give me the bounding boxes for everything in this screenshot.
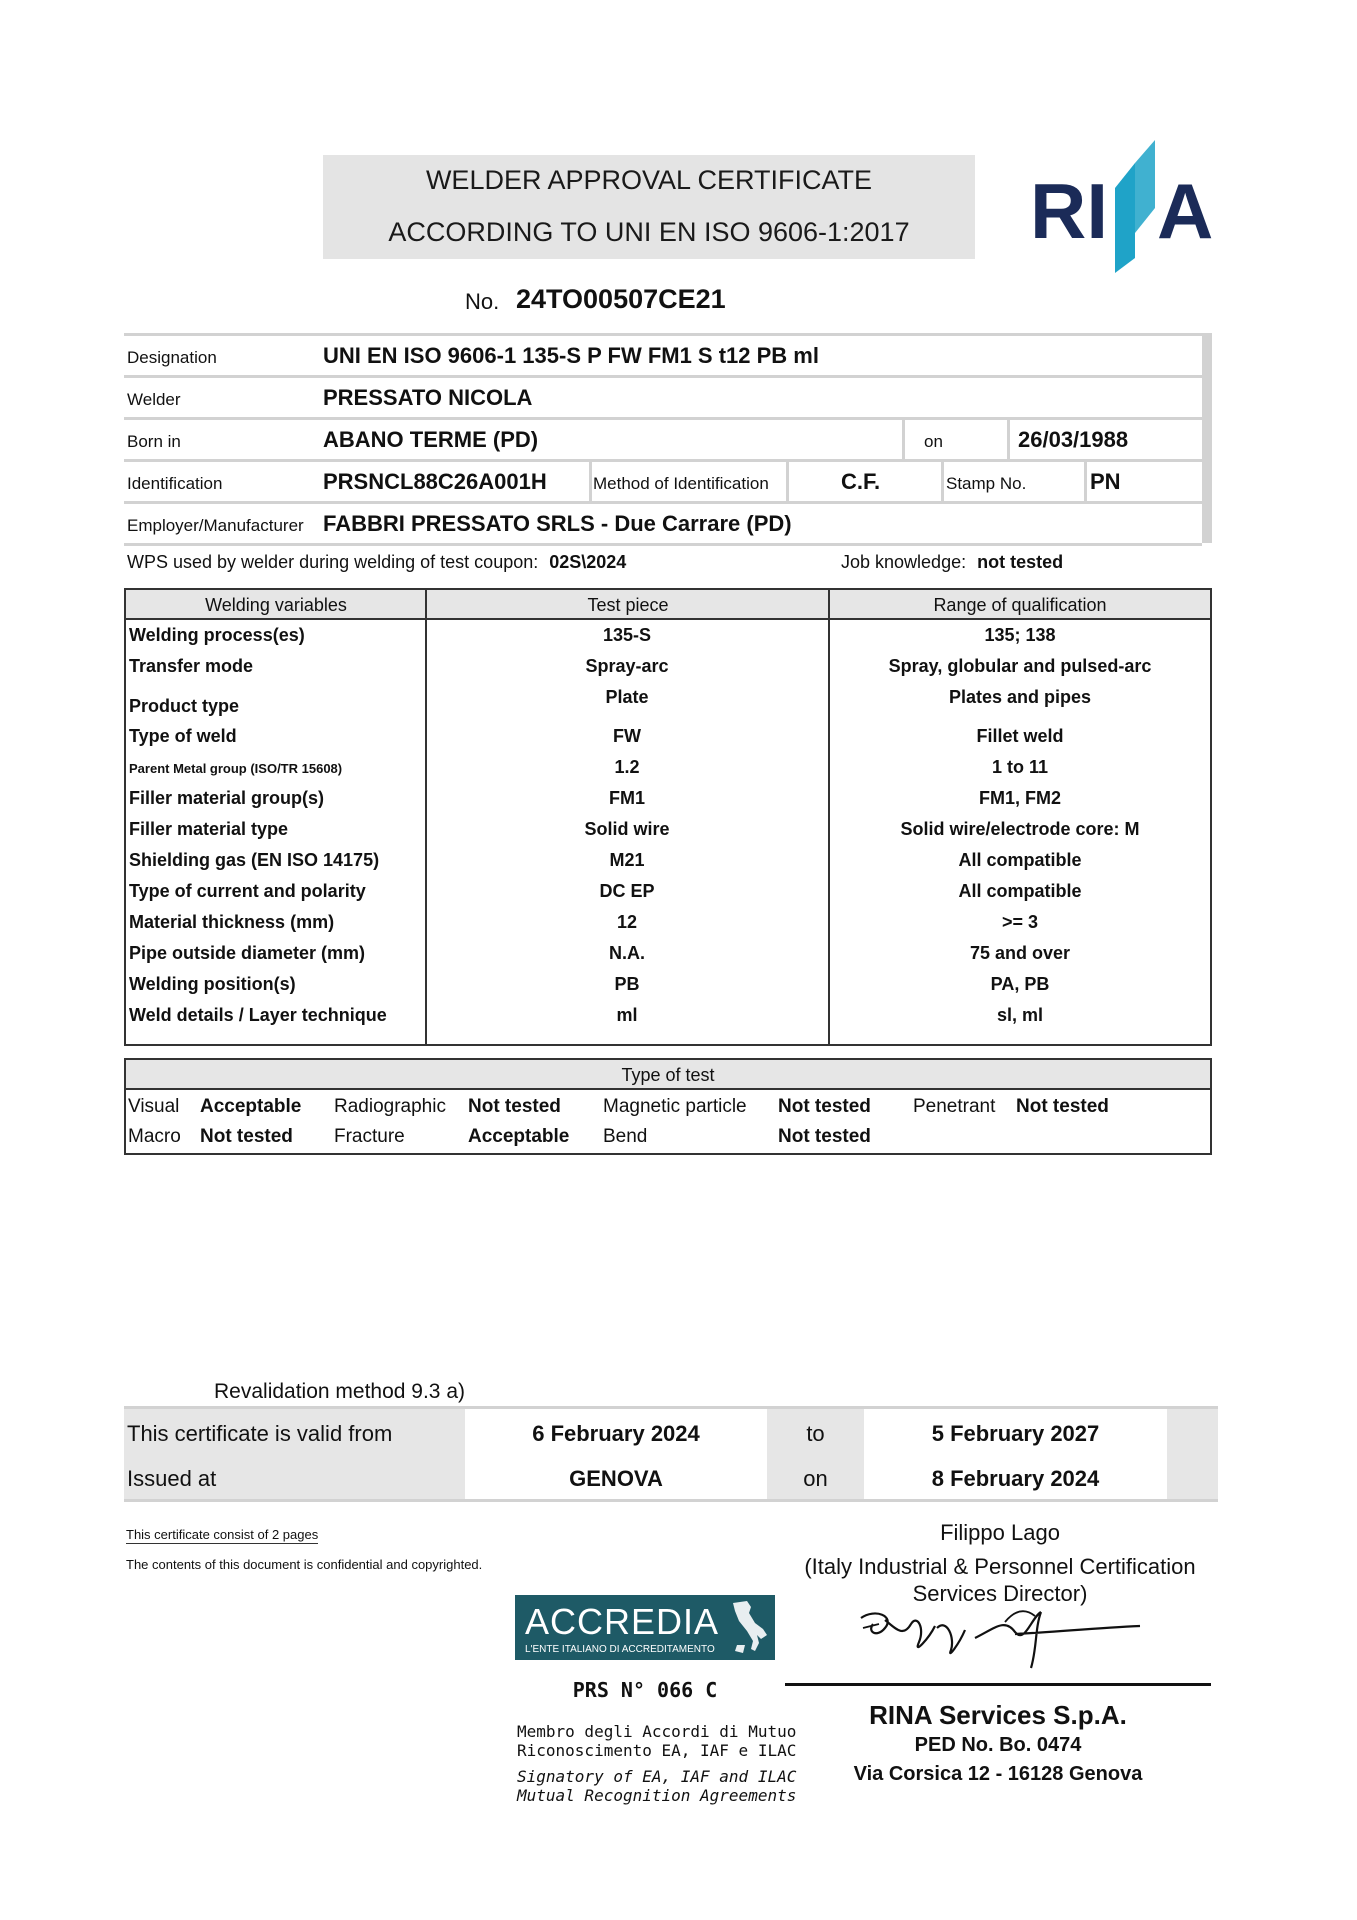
ped-number: PED No. Bo. 0474 (914, 1734, 1082, 1756)
test-piece-value: N.A. (609, 943, 645, 963)
range-value: PA, PB (990, 974, 1050, 994)
employer-label: Employer/Manufacturer (127, 516, 304, 535)
test-piece-value: Solid wire (584, 819, 670, 839)
variable-name: Type of current and polarity (129, 881, 366, 901)
identification-value: PRSNCL88C26A001H (323, 469, 547, 494)
test-piece-value: FM1 (609, 788, 645, 808)
method-label: Method of Identification (593, 474, 769, 493)
test-piece-value: Plate (605, 687, 649, 707)
stamp-label: Stamp No. (946, 474, 1027, 493)
membro-line-2: Riconoscimento EA, IAF e ILAC (517, 1741, 797, 1760)
valid-from-date: 6 February 2024 (532, 1421, 700, 1446)
variable-name: Type of weld (129, 726, 237, 746)
issued-row (124, 1454, 1218, 1502)
birth-date: 26/03/1988 (1018, 427, 1129, 452)
welder-label: Welder (127, 390, 181, 409)
svg-text:RI: RI (1030, 167, 1108, 255)
variables-row (126, 907, 1210, 938)
accredia-tagline: L'ENTE ITALIANO DI ACCREDITAMENTO (525, 1644, 715, 1655)
range-value: 75 and over (969, 943, 1071, 963)
variables-row (126, 1000, 1210, 1031)
macro-result: Not tested (200, 1126, 293, 1147)
header-welding-variables: Welding variables (205, 595, 347, 615)
svg-text:A: A (1157, 167, 1214, 255)
wps-line (127, 552, 626, 573)
variable-name: Product type (129, 696, 240, 716)
italy-map-icon (727, 1599, 771, 1657)
certificate-title-box (323, 155, 975, 259)
visual-label: Visual (128, 1096, 180, 1117)
variable-name: Pipe outside diameter (mm) (129, 943, 366, 963)
range-value: 1 to 11 (991, 757, 1049, 777)
magnetic-result: Not tested (778, 1096, 871, 1117)
header-range: Range of qualification (933, 595, 1107, 615)
issued-on-label: on (803, 1466, 828, 1491)
range-value: >= 3 (1001, 912, 1039, 932)
signature-line (785, 1683, 1211, 1686)
fracture-label: Fracture (334, 1126, 405, 1147)
method-value: C.F. (841, 469, 881, 494)
test-piece-value: DC EP (599, 881, 655, 901)
handwritten-signature (855, 1598, 1145, 1678)
header-test-piece: Test piece (587, 595, 669, 615)
test-piece-value: 135-S (602, 625, 652, 645)
variables-row (126, 969, 1210, 1000)
membro-line-1: Membro degli Accordi di Mutuo (517, 1722, 797, 1741)
range-value: All compatible (958, 881, 1082, 901)
valid-to-label: to (806, 1421, 825, 1446)
stamp-value: PN (1090, 469, 1121, 494)
signatory-line-1: Signatory of EA, IAF and ILAC (517, 1767, 797, 1786)
born-value: ABANO TERME (PD) (323, 427, 539, 452)
company-address: Via Corsica 12 - 16128 Genova (853, 1763, 1143, 1785)
pages-note: This certificate consist of 2 pages (126, 1527, 319, 1542)
variables-row (126, 752, 1210, 783)
valid-to-date: 5 February 2027 (931, 1421, 1100, 1446)
variables-row (126, 651, 1210, 682)
signer-name: Filippo Lago (940, 1520, 1060, 1545)
certificate-number-label: No. (465, 289, 500, 314)
test-piece-value: ml (616, 1005, 638, 1025)
variables-row (126, 876, 1210, 907)
range-value: Solid wire/electrode core: M (900, 819, 1140, 839)
range-value: FM1, FM2 (978, 788, 1061, 808)
born-row (124, 417, 1212, 459)
designation-row (124, 333, 1212, 375)
wps-value: 02S\2024 (549, 552, 627, 572)
variable-name: Weld details / Layer technique (129, 1005, 387, 1025)
macro-label: Macro (128, 1126, 181, 1147)
variable-name: Filler material type (129, 819, 289, 839)
test-piece-value: Spray-arc (585, 656, 669, 676)
bend-label: Bend (603, 1126, 648, 1147)
variables-row (126, 682, 1210, 716)
born-label: Born in (127, 432, 181, 451)
confidentiality-note: The contents of this document is confidential and copyrighted. (126, 1557, 483, 1572)
fracture-result: Acceptable (468, 1126, 570, 1147)
certificate-number: 24TO00507CE21 (516, 284, 726, 314)
magnetic-label: Magnetic particle (603, 1096, 747, 1117)
identification-row (124, 459, 1212, 501)
signer-role: (Italy Industrial & Personnel Certification Services Director) (804, 1554, 1196, 1606)
variables-row (126, 721, 1210, 752)
range-value: Fillet weld (976, 726, 1064, 746)
birth-on-label: on (924, 432, 943, 451)
certificate-standard: ACCORDING TO UNI EN ISO 9606-1:2017 (388, 217, 910, 247)
variables-row (126, 938, 1210, 969)
revalidation-method: Revalidation method 9.3 a) (214, 1380, 465, 1403)
variable-name: Shielding gas (EN ISO 14175) (129, 850, 380, 870)
job-knowledge-line (841, 552, 1063, 573)
test-piece-value: 1.2 (614, 757, 640, 777)
employer-row (124, 501, 1212, 543)
radiographic-result: Not tested (468, 1096, 561, 1117)
valid-from-label: This certificate is valid from (127, 1421, 393, 1446)
penetrant-result: Not tested (1016, 1096, 1109, 1117)
issued-on-date: 8 February 2024 (931, 1466, 1100, 1491)
accredia-wordmark: ACCREDIA (525, 1601, 720, 1642)
prs-number: PRS N° 066 C (572, 1678, 718, 1702)
bend-result: Not tested (778, 1126, 871, 1147)
company-name: RINA Services S.p.A. (869, 1700, 1127, 1730)
identification-label: Identification (127, 474, 223, 493)
variables-row (126, 814, 1210, 845)
variable-name: Transfer mode (129, 656, 254, 676)
variables-row (126, 845, 1210, 876)
range-value: Plates and pipes (948, 687, 1092, 707)
range-value: All compatible (958, 850, 1082, 870)
test-piece-value: FW (613, 726, 641, 746)
designation-value: UNI EN ISO 9606-1 135-S P FW FM1 S t12 PB ml (323, 343, 819, 368)
welder-value: PRESSATO NICOLA (323, 385, 533, 410)
welding-variables-table (124, 588, 1212, 1046)
visual-result: Acceptable (200, 1096, 302, 1117)
range-value: Spray, globular and pulsed-arc (888, 656, 1152, 676)
type-of-test-title: Type of test (126, 1060, 1210, 1090)
test-piece-value: PB (614, 974, 640, 994)
validity-row (124, 1406, 1218, 1454)
test-piece-value: M21 (609, 850, 645, 870)
designation-label: Designation (127, 348, 217, 367)
job-knowledge-label: Job knowledge: (841, 552, 967, 572)
variables-row (126, 620, 1210, 651)
variable-name: Parent Metal group (ISO/TR 15608) (129, 761, 343, 776)
accredia-logo (515, 1595, 775, 1660)
variable-name: Filler material group(s) (129, 788, 325, 808)
signatory-line-2: Mutual Recognition Agreements (517, 1786, 797, 1805)
range-value: sl, ml (996, 1005, 1044, 1025)
range-value: 135; 138 (984, 625, 1056, 645)
variable-name: Material thickness (mm) (129, 912, 335, 932)
welder-row (124, 375, 1212, 417)
wps-label: WPS used by welder during welding of test coupon: (127, 552, 539, 572)
radiographic-label: Radiographic (334, 1096, 446, 1117)
job-knowledge-value: not tested (977, 552, 1064, 572)
variables-row (126, 783, 1210, 814)
variable-name: Welding position(s) (129, 974, 296, 994)
penetrant-label: Penetrant (913, 1096, 996, 1117)
test-piece-value: 12 (616, 912, 638, 932)
rina-logo (1030, 138, 1214, 273)
type-of-test-table (124, 1058, 1212, 1155)
issued-at-place: GENOVA (569, 1466, 663, 1491)
variable-name: Welding process(es) (129, 625, 305, 645)
employer-value: FABBRI PRESSATO SRLS - Due Carrare (PD) (323, 511, 792, 536)
variables-table-header (126, 590, 1210, 620)
certificate-title: WELDER APPROVAL CERTIFICATE (425, 165, 873, 195)
issued-at-label: Issued at (127, 1466, 217, 1491)
